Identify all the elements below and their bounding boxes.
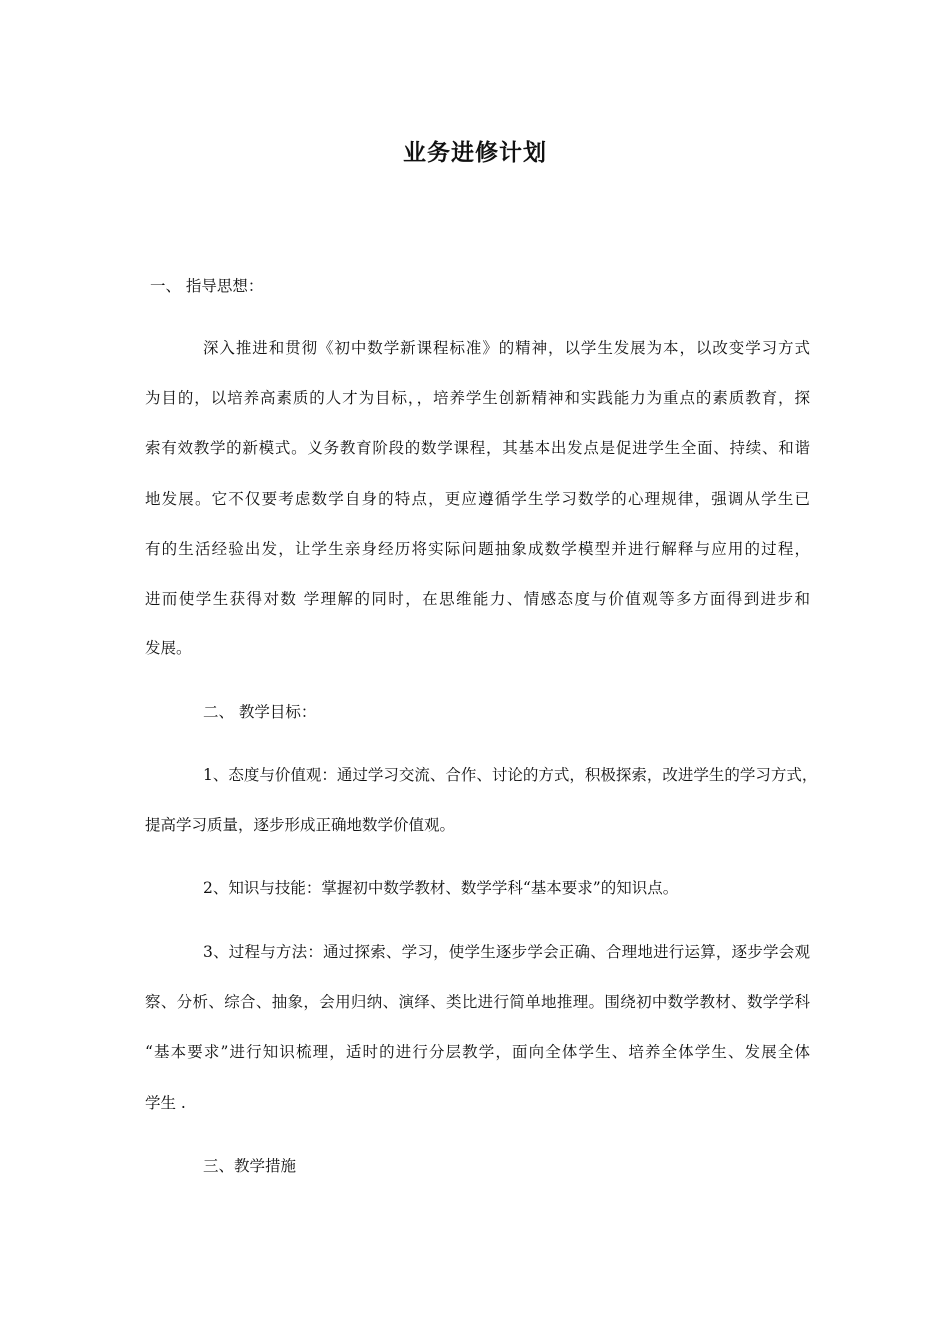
section-heading-guiding-ideology: 一、 指导思想： <box>150 277 264 295</box>
section-heading-teaching-goals: 二、 教学目标： <box>203 703 317 721</box>
goal-item-1-line: 提高学习质量，逐步形成正确地数学价值观。 <box>145 816 456 834</box>
paragraph-line: 有的生活经验出发，让学生亲身经历将实际问题抽象成数学模型并进行解释与应用的过程， <box>145 540 810 558</box>
goal-item-2-line: 2、知识与技能：掌握初中数学教材、数学学科“基本要求”的知识点。 <box>203 879 679 897</box>
section-heading-teaching-measures: 三、教学措施 <box>203 1157 297 1175</box>
goal-item-3-line: “基本要求”进行知识梳理，适时的进行分层教学，面向全体学生、培养全体学生、发展全体 <box>145 1043 810 1061</box>
goal-item-3-line: 学生 . <box>145 1094 186 1112</box>
goal-item-3-line: 3、过程与方法：通过探索、学习，使学生逐步学会正确、合理地进行运算，逐步学会观 <box>203 943 810 961</box>
paragraph-line: 为目的，以培养高素质的人才为目标，，培养学生创新精神和实践能力为重点的素质教育，探 <box>145 389 810 407</box>
paragraph-line: 进而使学生获得对数 学理解的同时，在思维能力、情感态度与价值观等多方面得到进步和 <box>145 590 810 608</box>
paragraph-line: 索有效教学的新模式。义务教育阶段的数学课程，其基本出发点是促进学生全面、持续、和谐 <box>145 439 810 457</box>
paragraph-line: 地发展。它不仅要考虑数学自身的特点，更应遵循学生学习数学的心理规律，强调从学生已 <box>145 490 810 508</box>
goal-item-3-line: 察、分析、综合、抽象，会用归纳、演绎、类比进行简单地推理。围绕初中数学教材、数学学科 <box>145 993 810 1011</box>
document-title: 业务进修计划 <box>403 140 547 166</box>
goal-item-1-line: 1、态度与价值观：通过学习交流、合作、讨论的方式，积极探索，改进学生的学习方式， <box>203 766 818 784</box>
paragraph-line: 发展。 <box>145 639 192 657</box>
paragraph-line: 深入推进和贯彻《初中数学新课程标准》的精神，以学生发展为本，以改变学习方式 <box>203 339 810 357</box>
